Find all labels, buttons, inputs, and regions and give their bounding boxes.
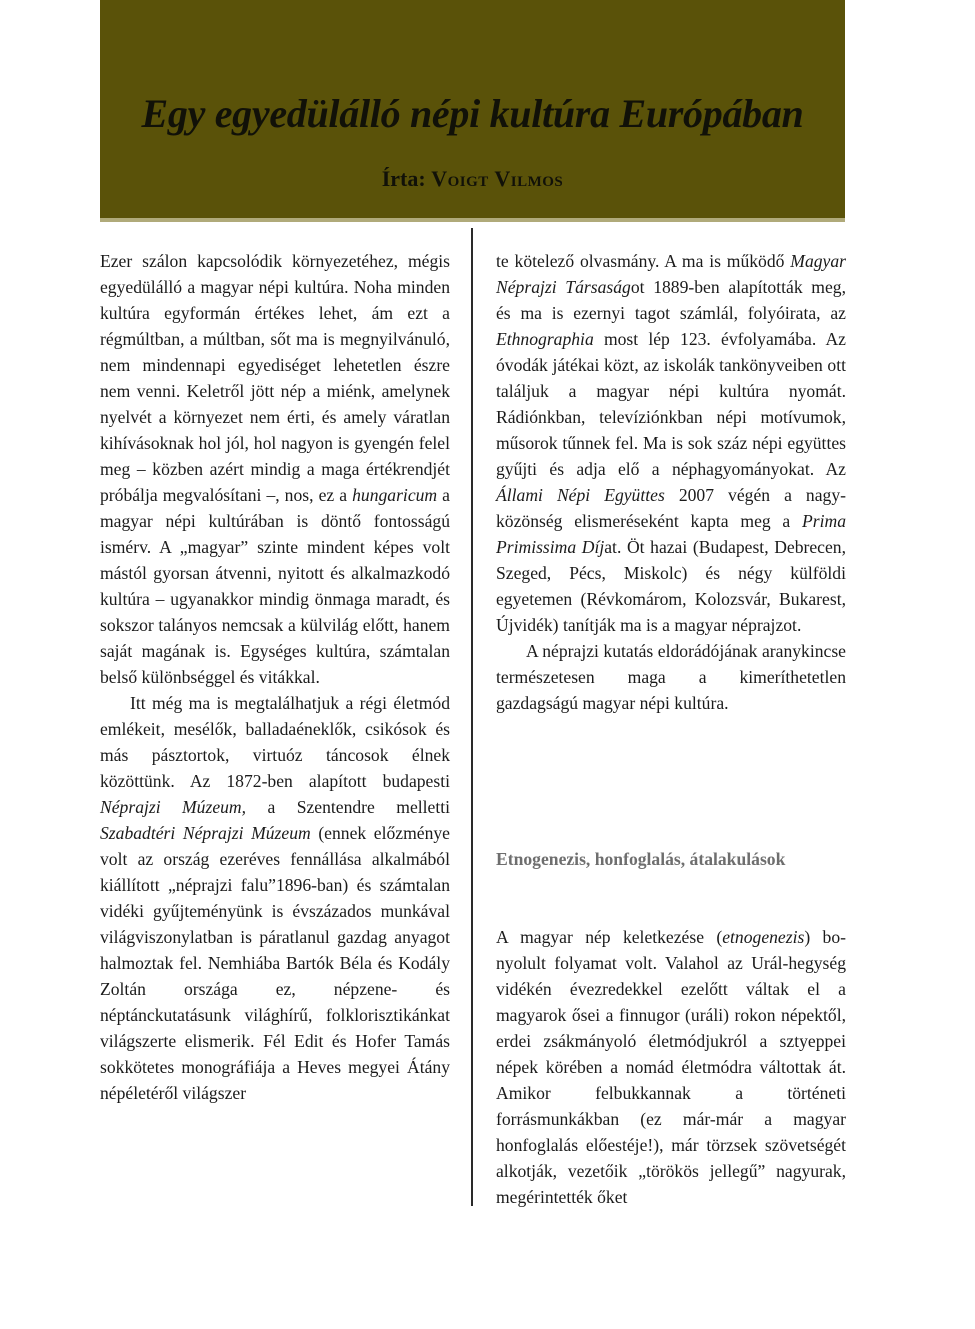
left-column [100,248,450,1106]
italic-ensemble-name: Állami Népi Együttes [496,485,665,505]
column-divider [471,228,473,1206]
section-subheading: Etnogenezis, honfoglalás, átalakulások [496,849,786,869]
italic-museum-name: Szabadtéri Néprajzi Múzeum [100,823,311,843]
paragraph-museums: Itt még ma is megtalálhatjuk a régi életmód emlékeit, mesélők, balladaéneklők, csikósok és más pásztortok, virtuóz táncosok élnek közöttünk. Az 1872-ben alapított budapesti Néprajzi Múzeum, a Szentendre melletti Szabadtéri Néprajzi Múzeum (ennek előzménye volt az ország ezeréves fennállása alkalmából kiállított „néprajzi falu”1896-ban) és számtalan vidéki gyűjteményünk is évszázados munkával világviszonylatban is páratlanul gazdag anyagot halmoztak fel. Nemhiába Bartók Béla és Kodály Zoltán országa ez, népzene- és néptánckutatásunk világhírű, folklorisztikánkat világszerte elismerik. Fél Edit és Hofer Tamás sokkötetes monográfiája a Heves megyei Átány népéletéről világszer [100,693,451,1103]
right-column [496,248,846,716]
byline-prefix: Írta: [381,166,426,191]
italic-journal-name: Ethnographia [496,329,594,349]
italic-award-name: Prima Primissima Díj [496,511,846,557]
paragraph-eldorado: A néprajzi kutatás eldorádójának aranykincse természetesen maga a kimeríthetetlen gazdagságú magyar népi kultúra. [496,641,846,713]
article-title: Egy egyedülálló népi kultúra Európában [141,91,804,136]
italic-term: hungaricum [352,485,438,505]
paragraph-continued: te kötelező olvasmány. A ma is működő Magyar Néprajzi Társaságot 1889-ben alapították meg, és ma is ezernyi tagot számlál, folyóirata, az Ethnographia most lép 123. évfolyamába. Az óvodák játékai közt, az iskolák tankönyveiben ott találjuk a magyar népi kultúra nyomát. Rádiónkban, televíziónkban népi motívumok, műsorok tűnnek fel. Ma is sok száz népi együttes gyűjti és adja elő a néphagyományokat. Az Állami Népi Együttes 2007 végén a nagyközönség elismeréseként kapta meg a Prima Primissima Díjat. Öt hazai (Budapest, Debrecen, Szeged, Pécs, Miskolc) és négy külföldi egyetemen (Révkomárom, Kolozsvár, Bukarest, Újvidék) tanítják ma is a magyar néprajzot. [496,251,846,635]
right-column-section [496,924,846,1210]
italic-term: etnogenezis [722,927,805,947]
byline [100,166,845,192]
paragraph-ethnogenesis: A magyar nép keletkezése (etnogenezis) bonyolult folyamat volt. Valahol az Urál-hegység vidékén évezredekkel ezelőtt váltak el a magyarok ősei a finnugor (uráli) rokon népektől, erdei zsákmányoló életmódjukról a sztyeppei népek körében a nomád életmódra váltottak át. Amikor felbukkannak a történeti forrásmunkákban (ez már-már a magyar honfoglalás előestéje!), már törzsek szövetségét alkotják, vezetőik „törökös jellegű” nagyurak, megérintették őket [496,927,846,1207]
paragraph-intro: Ezer szálon kapcsolódik környezetéhez, mégis egyedülálló a magyar népi kultúra. Noha minden kultúra egyformán értékes lehet, ám ezt a régmúltban, a múltban, sőt ma is megnyilvánuló, nem mindennapi egyediséget lehetetlen észre nem venni. Keletről jött nép a miénk, amelynek nyelvét a környezet nem érti, és amely váratlan kihívásoknak hol jól, hol nagyon is gyengén felel meg – közben azért mindig a maga értékrendjét próbálja megvalósítani –, nos, ez a hungaricum a magyar népi kultúrában is döntő fontosságú ismérv. A „magyar” szinte mindent képes volt mástól gyorsan átvenni, nyitott és alkalmazkodó kultúra – ugyanakkor mindig önmaga maradt, és sokszor talányos nemcsak a külvilág előtt, hanem saját magának is. Egységes kultúra, számtalan belső különbséggel és vitákkal. [100,251,450,687]
italic-museum-name: Néprajzi Múzeum, [100,797,247,817]
byline-author: Voigt Vilmos [431,166,564,191]
title-banner [100,0,845,222]
italic-society-name: Magyar Néprajzi Társaság [496,251,846,297]
